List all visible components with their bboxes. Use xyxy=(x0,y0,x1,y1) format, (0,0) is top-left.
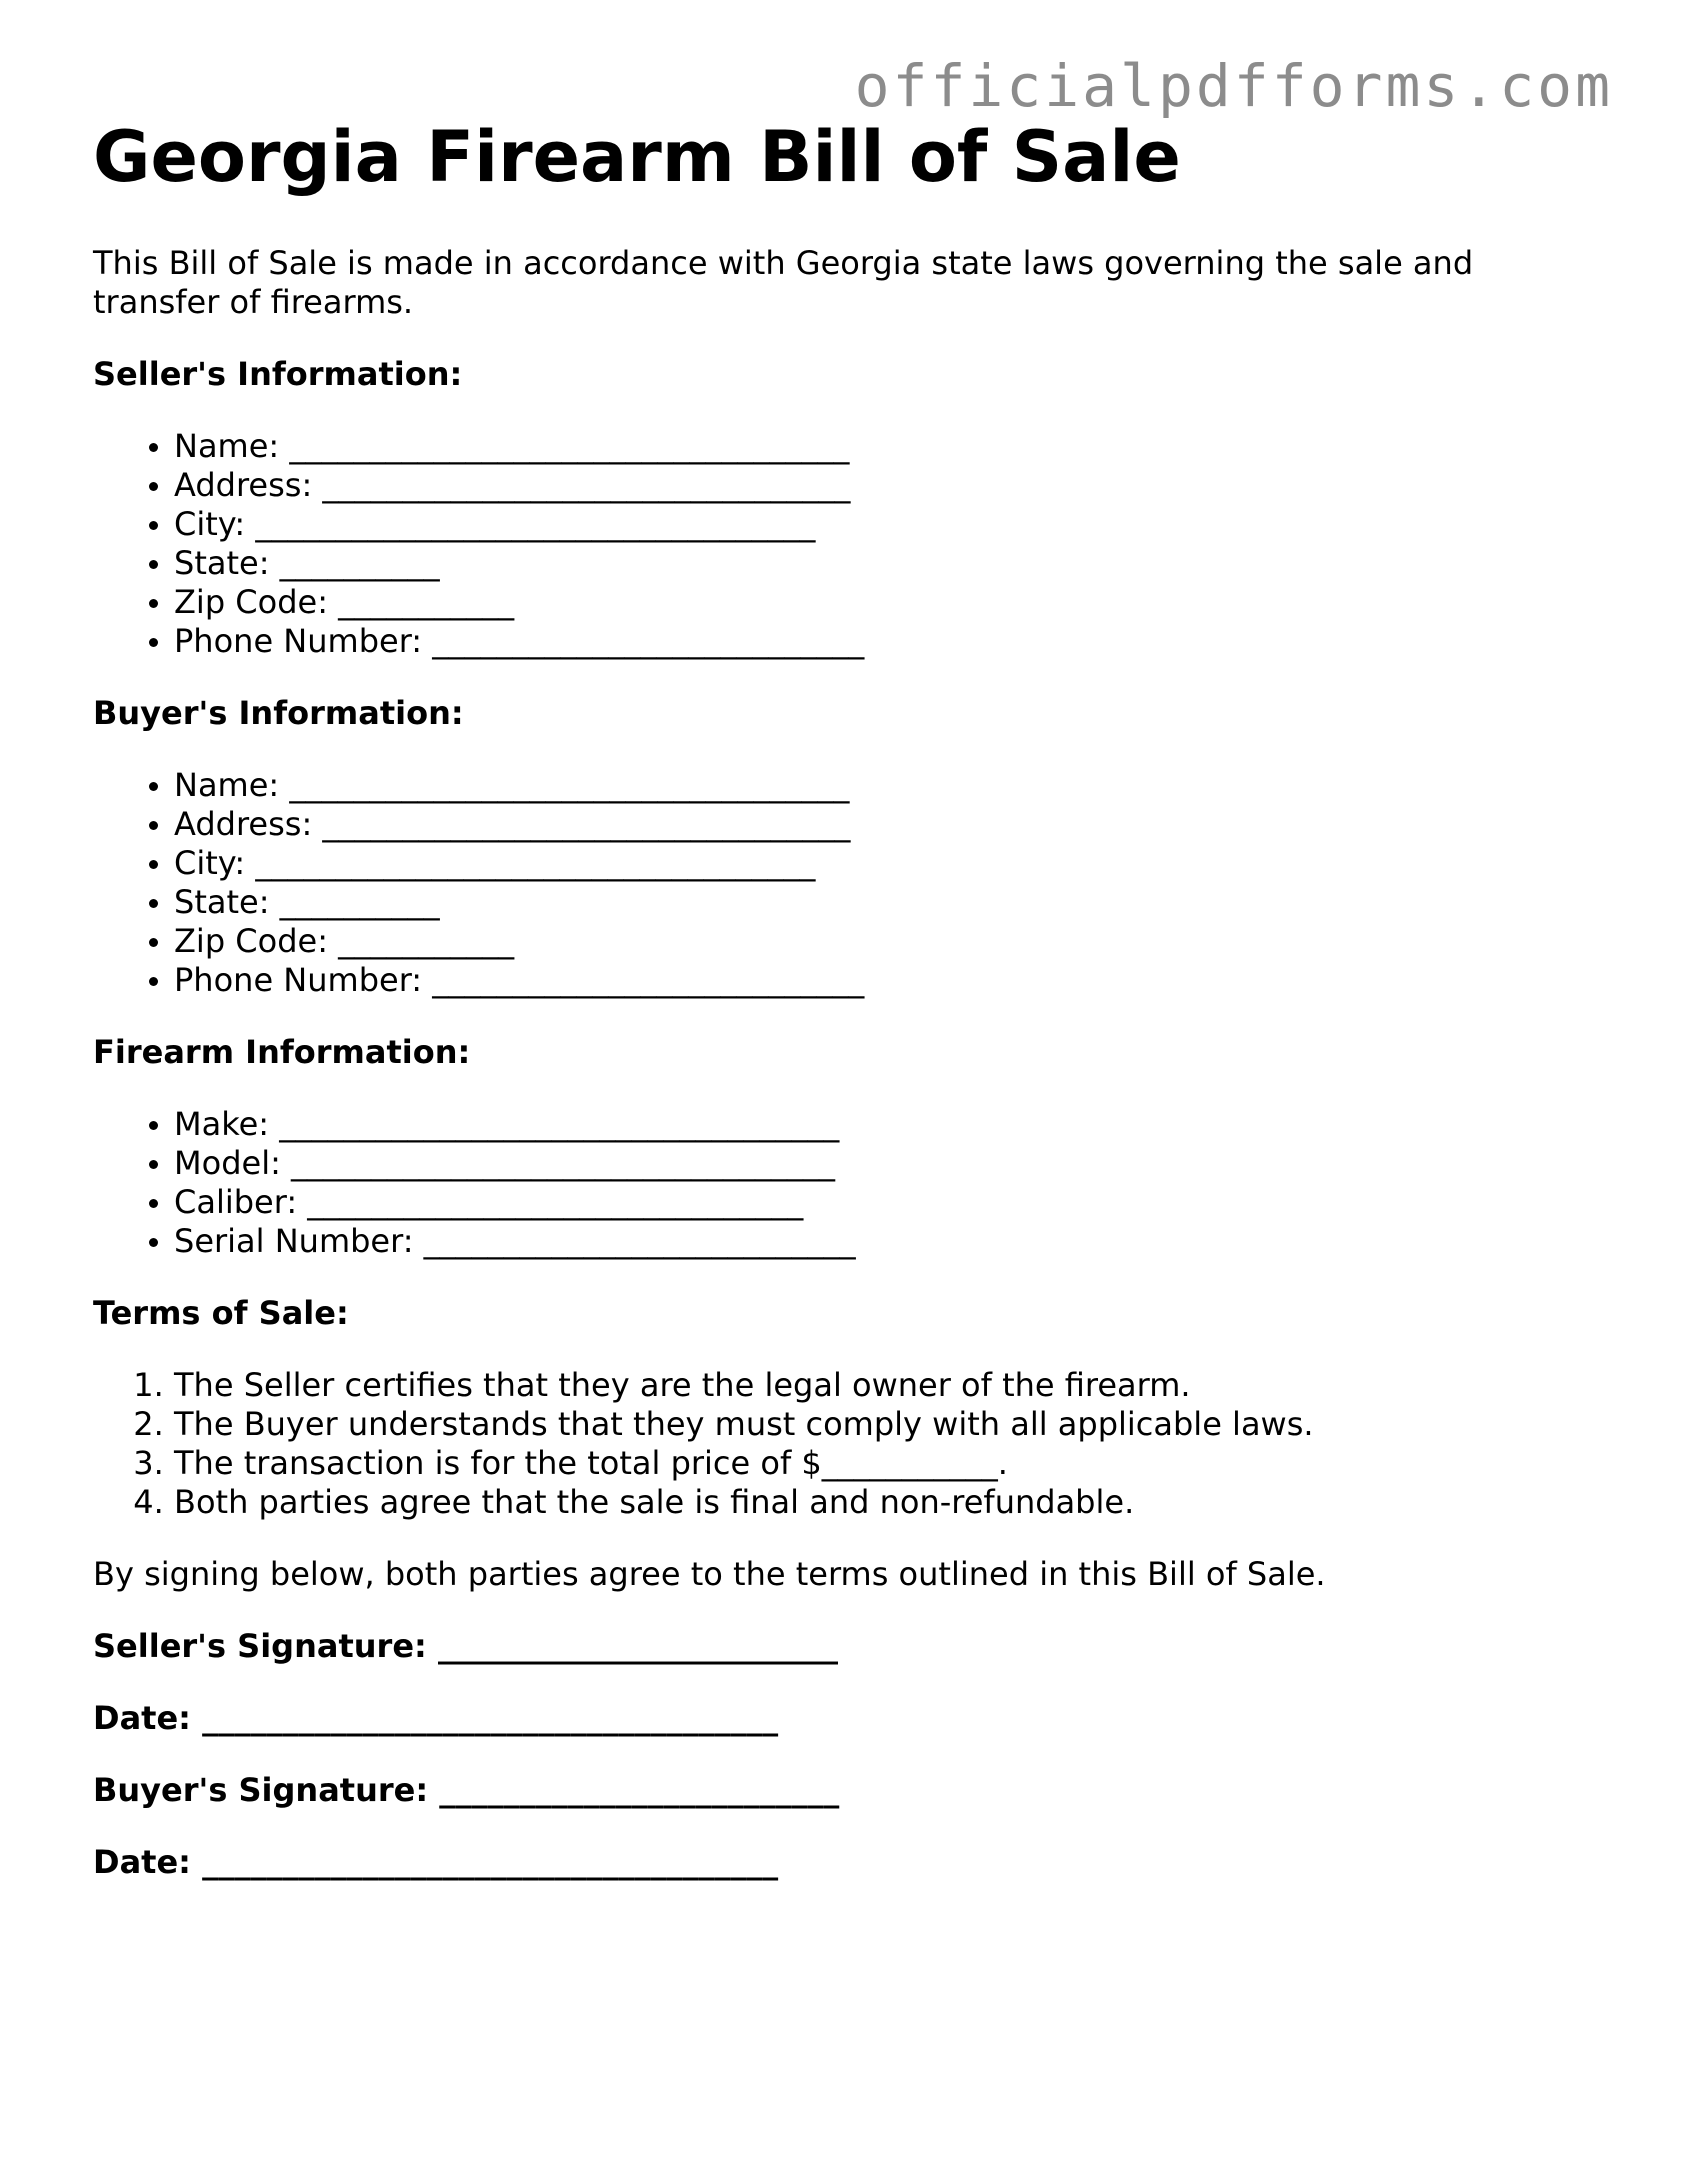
buyer-phone-field[interactable]: • Phone Number: ___________________________ xyxy=(174,961,1593,1000)
buyer-date-field[interactable]: Date: ____________________________________ xyxy=(93,1843,779,1881)
document-page xyxy=(93,112,1593,1882)
seller-address-field[interactable]: • Address: _________________________________ xyxy=(174,466,1593,505)
buyer-info-heading: Buyer's Information: xyxy=(93,694,464,732)
terms-list xyxy=(93,1366,1593,1522)
watermark: officialpdfforms.com xyxy=(854,52,1613,120)
buyer-zip-field[interactable]: • Zip Code: ___________ xyxy=(174,922,1593,961)
intro-paragraph: This Bill of Sale is made in accordance with Georgia state laws governing the sale and transfer of firearms. xyxy=(93,244,1474,321)
seller-phone-field[interactable]: • Phone Number: ___________________________ xyxy=(174,622,1593,661)
seller-city-field[interactable]: • City: ___________________________________ xyxy=(174,505,1593,544)
seller-signature-field[interactable]: Seller's Signature: _________________________ xyxy=(93,1627,838,1665)
firearm-info-list xyxy=(93,1105,1593,1261)
terms-item-ownership: 1. The Seller certifies that they are the legal owner of the firearm. xyxy=(174,1366,1593,1405)
terms-item-compliance: 2. The Buyer understands that they must comply with all applicable laws. xyxy=(174,1405,1593,1444)
buyer-address-field[interactable]: • Address: _________________________________ xyxy=(174,805,1593,844)
seller-info-heading: Seller's Information: xyxy=(93,355,463,393)
terms-item-final-sale: 4. Both parties agree that the sale is final and non-refundable. xyxy=(174,1483,1593,1522)
buyer-state-field[interactable]: • State: __________ xyxy=(174,883,1593,922)
closing-paragraph: By signing below, both parties agree to the terms outlined in this Bill of Sale. xyxy=(93,1555,1326,1593)
firearm-model-field[interactable]: • Model: __________________________________ xyxy=(174,1144,1593,1183)
seller-zip-field[interactable]: • Zip Code: ___________ xyxy=(174,583,1593,622)
seller-date-field[interactable]: Date: ____________________________________ xyxy=(93,1699,779,1737)
terms-item-price[interactable]: 3. The transaction is for the total price of $___________. xyxy=(174,1444,1593,1483)
buyer-info-list xyxy=(93,766,1593,1000)
firearm-info-heading: Firearm Information: xyxy=(93,1033,471,1071)
seller-info-list xyxy=(93,427,1593,661)
terms-heading: Terms of Sale: xyxy=(93,1294,349,1332)
page-title: Georgia Firearm Bill of Sale xyxy=(93,116,1181,198)
firearm-caliber-field[interactable]: • Caliber: _______________________________ xyxy=(174,1183,1593,1222)
buyer-name-field[interactable]: • Name: ___________________________________ xyxy=(174,766,1593,805)
seller-name-field[interactable]: • Name: ___________________________________ xyxy=(174,427,1593,466)
buyer-city-field[interactable]: • City: ___________________________________ xyxy=(174,844,1593,883)
seller-state-field[interactable]: • State: __________ xyxy=(174,544,1593,583)
firearm-serial-field[interactable]: • Serial Number: ___________________________ xyxy=(174,1222,1593,1261)
buyer-signature-field[interactable]: Buyer's Signature: _________________________ xyxy=(93,1771,840,1809)
firearm-make-field[interactable]: • Make: ___________________________________ xyxy=(174,1105,1593,1144)
